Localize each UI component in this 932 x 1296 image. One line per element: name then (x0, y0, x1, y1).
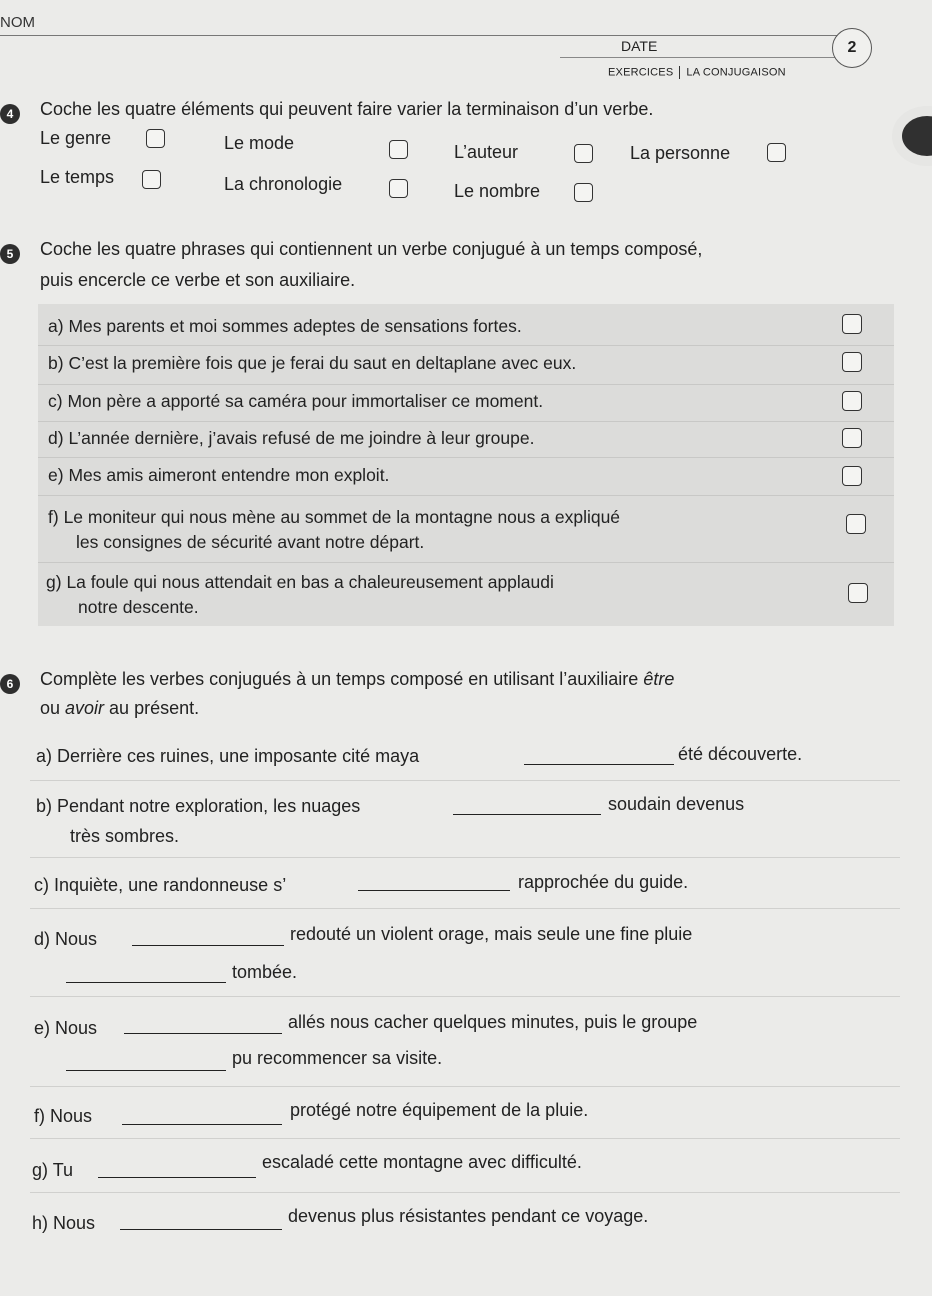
date-label: DATE (621, 38, 658, 54)
ex5-checkbox-d[interactable] (842, 428, 862, 448)
date-line (560, 57, 840, 58)
ex4-option-personne: La personne (630, 143, 731, 163)
ex6-blank-h[interactable] (120, 1229, 282, 1230)
row-divider (30, 908, 900, 909)
ex5-sentence-f: f) Le moniteur qui nous mène au sommet de la montagne nous a expliqué (48, 507, 621, 527)
section-tag-right: LA CONJUGAISON (686, 66, 786, 79)
ex5-checkbox-a[interactable] (842, 314, 862, 334)
ex5-checkbox-g[interactable] (848, 583, 868, 603)
row-divider (30, 780, 900, 781)
ex5-sentence-a: a) Mes parents et moi sommes adeptes de sensations fortes. (48, 316, 522, 336)
ex6-number-badge: 6 (0, 669, 20, 695)
ex6-item-f: f) Nous (34, 1106, 93, 1126)
row-divider (30, 1138, 900, 1139)
ex5-checkbox-f[interactable] (846, 514, 866, 534)
name-label: NOM (0, 14, 35, 31)
ex4-number-badge: 4 (0, 99, 20, 125)
tag-separator (679, 66, 680, 79)
ex6-item-g: g) Tu (32, 1160, 74, 1180)
ex6-item-d-line2: tombée. (232, 962, 298, 982)
ex6-item-b: b) Pendant notre exploration, les nuages (36, 796, 361, 816)
band-divider (38, 562, 894, 563)
ex6-blank-g[interactable] (98, 1177, 256, 1178)
row-divider (30, 857, 900, 858)
ex5-sentence-e: e) Mes amis aimeront entendre mon exploit. (48, 465, 390, 485)
ex5-sentence-f-line2: les consignes de sécurité avant notre départ. (76, 532, 425, 552)
ex4-option-nombre: Le nombre (454, 181, 541, 201)
ex4-option-temps: Le temps (40, 167, 115, 187)
ex6-blank-d1[interactable] (132, 945, 284, 946)
band-divider (38, 384, 894, 385)
ex6-item-f-end: protégé notre équipement de la pluie. (290, 1100, 589, 1120)
ex6-item-d-end: redouté un violent orage, mais seule une fine pluie (290, 924, 693, 944)
ex6-blank-b[interactable] (453, 814, 601, 815)
ex5-title: 5 Coche les quatre phrases qui contiennent un verbe conjugué à un temps composé, (40, 236, 702, 262)
page-number: 2 (832, 28, 872, 68)
ex4-checkbox-genre[interactable] (146, 129, 165, 148)
ex6-blank-e1[interactable] (124, 1033, 282, 1034)
ex6-item-e-end: allés nous cacher quelques minutes, puis le groupe (288, 1012, 698, 1032)
ex6-item-h: h) Nous (32, 1213, 96, 1233)
ex6-title: 6 Complète les verbes conjugués à un temps composé en utilisant l’auxiliaire être (40, 666, 674, 692)
ex5-checkbox-c[interactable] (842, 391, 862, 411)
ex6-item-c-end: rapprochée du guide. (518, 872, 689, 892)
ex6-item-h-end: devenus plus résistantes pendant ce voyage. (288, 1206, 649, 1226)
ex4-option-auteur: L’auteur (454, 142, 519, 162)
ex6-item-e: e) Nous (34, 1018, 98, 1038)
ex6-item-b-end: soudain devenus (608, 794, 745, 814)
ex5-sentence-g: g) La foule qui nous attendait en bas a chaleureusement applaudi (46, 572, 554, 592)
ex6-blank-a[interactable] (524, 764, 674, 765)
ex4-checkbox-temps[interactable] (142, 170, 161, 189)
ex6-item-a: a) Derrière ces ruines, une imposante cité maya (36, 746, 420, 766)
ex6-item-g-end: escaladé cette montagne avec difficulté. (262, 1152, 582, 1172)
row-divider (30, 1192, 900, 1193)
ex6-item-e-line2: pu recommencer sa visite. (232, 1048, 443, 1068)
ex6-blank-c[interactable] (358, 890, 510, 891)
ex4-option-mode: Le mode (224, 133, 295, 153)
name-line (0, 35, 850, 36)
ex6-item-d: d) Nous (34, 929, 98, 949)
ex6-item-a-end: été découverte. (678, 744, 803, 764)
band-divider (38, 345, 894, 346)
ex4-checkbox-auteur[interactable] (574, 144, 593, 163)
ex5-sentence-b: b) C’est la première fois que je ferai du saut en deltaplane avec eux. (48, 353, 577, 373)
ex5-sentence-d: d) L’année dernière, j’avais refusé de me joindre à leur groupe. (48, 428, 535, 448)
ex4-checkbox-chronologie[interactable] (389, 179, 408, 198)
ex5-checkbox-e[interactable] (842, 466, 862, 486)
ex6-title-line2: ou avoir au présent. (40, 698, 200, 718)
section-tag (608, 66, 786, 79)
ex6-blank-e2[interactable] (66, 1070, 226, 1071)
ex6-item-b-line2: très sombres. (70, 826, 180, 846)
ex6-item-c: c) Inquiète, une randonneuse s’ (34, 875, 287, 895)
ex4-checkbox-mode[interactable] (389, 140, 408, 159)
ex6-blank-d2[interactable] (66, 982, 226, 983)
binder-ring (892, 106, 932, 166)
ex4-checkbox-nombre[interactable] (574, 183, 593, 202)
band-divider (38, 457, 894, 458)
ex4-option-chronologie: La chronologie (224, 174, 343, 194)
section-tag-left: EXERCICES (608, 66, 674, 79)
ex4-checkbox-personne[interactable] (767, 143, 786, 162)
ex5-number-badge: 5 (0, 239, 20, 265)
ex5-checkbox-b[interactable] (842, 352, 862, 372)
ex5-title-line2: puis encercle ce verbe et son auxiliaire. (40, 270, 356, 290)
band-divider (38, 495, 894, 496)
ex6-blank-f[interactable] (122, 1124, 282, 1125)
ex5-sentence-g-line2: notre descente. (78, 597, 199, 617)
ex5-sentence-c: c) Mon père a apporté sa caméra pour immortaliser ce moment. (48, 391, 544, 411)
row-divider (30, 1086, 900, 1087)
ex4-title: 4 Coche les quatre éléments qui peuvent faire varier la terminaison d’un verbe. (40, 96, 653, 122)
row-divider (30, 996, 900, 997)
band-divider (38, 421, 894, 422)
ex4-option-genre: Le genre (40, 128, 112, 148)
